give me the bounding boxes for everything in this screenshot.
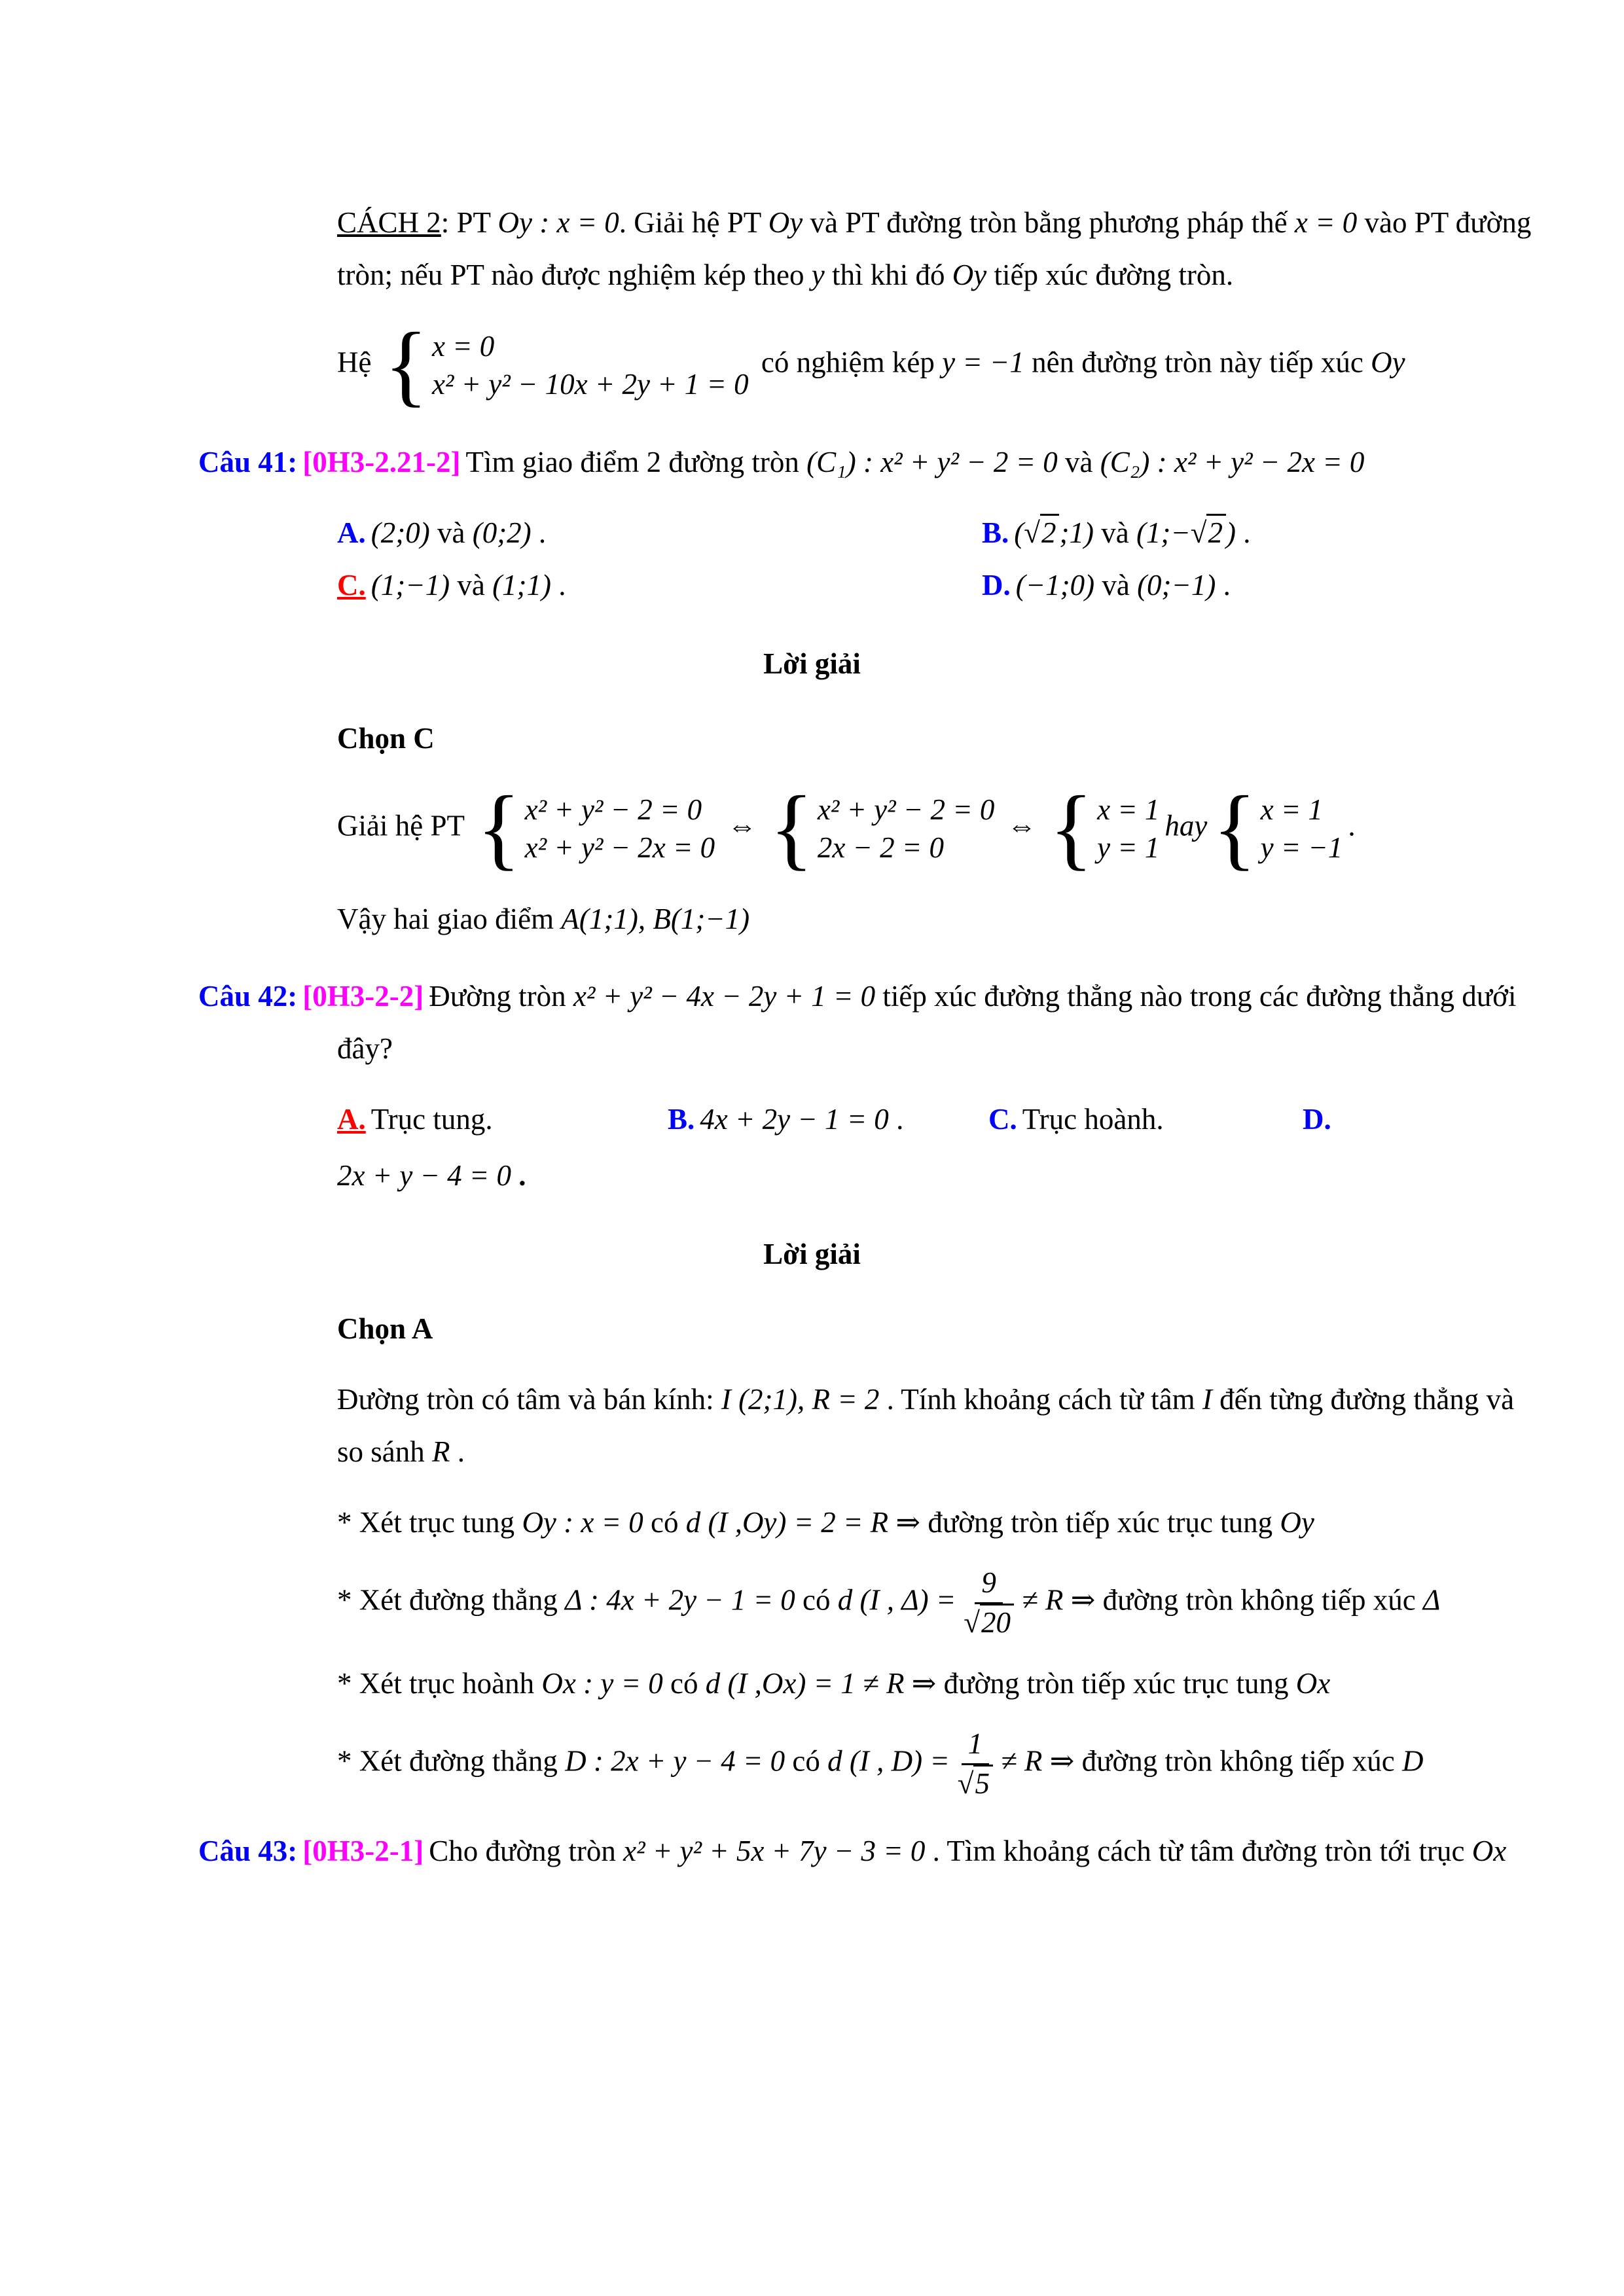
text-run: thì khi đó <box>824 259 952 291</box>
math-run: 9 <box>981 1566 996 1599</box>
math-run: d (I ,Oy) = 2 = R ⇒ <box>685 1506 921 1539</box>
answer-options-cau-41 <box>0 507 1624 611</box>
math-run: x² + y² − 4x − 2y + 1 = 0 <box>573 980 876 1013</box>
fraction-numerator <box>975 1567 1003 1604</box>
chon-c: Chọn C <box>337 722 435 755</box>
equation-row: x² + y² − 10x + 2y + 1 = 0 <box>431 368 749 401</box>
equation-system <box>477 778 715 879</box>
math-run: Oy <box>768 206 803 239</box>
equation-row: x² + y² − 2 = 0 <box>817 793 995 826</box>
answer-letter: C. <box>337 569 366 601</box>
chon-a <box>0 1302 1624 1355</box>
equation-row: x = 1 <box>1260 793 1323 826</box>
radicand: 20 <box>980 1604 1014 1639</box>
question-id-tag: [0H3-2-1] <box>302 1835 424 1867</box>
text-run: và <box>429 516 473 549</box>
answer-row <box>337 507 1532 559</box>
answer-option <box>1303 1093 1532 1145</box>
text-run: đường tròn không tiếp xúc <box>1074 1744 1402 1778</box>
text-run: Giải hệ PT <box>337 809 472 842</box>
math-run: ≠ R ⇒ <box>1021 1583 1096 1617</box>
math-run: Δ : 4x + 2y − 1 = 0 <box>565 1583 795 1617</box>
text-run: . <box>1235 516 1251 549</box>
math-run: (C₁) : x² + y² − 2 = 0 <box>806 446 1058 478</box>
answer-option <box>337 1093 668 1145</box>
math-run: d (I ,Ox) = 1 ≠ R ⇒ <box>705 1667 937 1700</box>
math-run: I (2;1), R = 2 <box>721 1383 880 1416</box>
fraction <box>964 1567 1014 1639</box>
math-run: Δ <box>1422 1583 1441 1617</box>
text-run: Đường tròn <box>429 980 573 1013</box>
chon-a: Chọn A <box>337 1312 433 1345</box>
text-run: và <box>1093 516 1136 549</box>
bullet-line-d <box>0 1728 1624 1800</box>
solution-intro-cau-42 <box>0 1373 1624 1478</box>
text-run: có <box>795 1583 838 1617</box>
radical-icon: √ <box>964 1605 980 1639</box>
math-run: d (I , D) = <box>827 1744 950 1778</box>
math-run: Oy : x = 0 <box>522 1506 643 1539</box>
text-run: . <box>1216 569 1231 601</box>
math-run: I <box>1202 1383 1212 1416</box>
answer-option <box>982 559 1532 611</box>
answer-options-cau-42 <box>0 1093 1624 1202</box>
cach2-paragraph <box>0 196 1624 301</box>
text-run: vào PT đường tròn; nếu PT nào được nghiệm kép theo <box>337 206 1532 291</box>
answer-letter: D. <box>1303 1103 1331 1136</box>
equation-row: 2x − 2 = 0 <box>817 831 945 864</box>
text-run: tiếp xúc đường tròn. <box>986 259 1234 291</box>
answer-d-continuation <box>337 1149 1532 1202</box>
math-run: Oy : x = 0 <box>497 206 619 239</box>
fraction-numerator <box>962 1728 990 1765</box>
sqrt-expression <box>1191 514 1226 549</box>
text-run: . Giải hệ PT <box>619 206 768 239</box>
sqrt-expression <box>958 1765 993 1800</box>
equation-row: x = 0 <box>431 330 495 363</box>
text-run: đường tròn không tiếp xúc <box>1095 1583 1423 1617</box>
question-label: Câu 42: <box>198 980 298 1013</box>
math-run: 2x + y − 4 = 0 <box>337 1159 512 1192</box>
math-run: 1 <box>967 1727 983 1760</box>
text-run: có <box>785 1744 828 1778</box>
solution-systems-cau-41 <box>0 778 1624 879</box>
math-run: ≠ R ⇒ <box>1000 1744 1075 1778</box>
text-run: nên đường tròn này tiếp xúc <box>1024 346 1371 379</box>
text-run: . <box>551 569 566 601</box>
text-run: và <box>1094 569 1138 601</box>
text-run: Vậy hai giao điểm <box>337 903 562 935</box>
equation-row: x² + y² − 2x = 0 <box>524 831 715 864</box>
answer-letter: B. <box>982 516 1009 549</box>
text-run: có <box>643 1506 686 1539</box>
equation-rows <box>1097 791 1159 867</box>
math-run: x² + y² + 5x + 7y − 3 = 0 <box>623 1835 926 1867</box>
equation-rows <box>1261 791 1343 867</box>
equation-row: y = −1 <box>1260 831 1343 864</box>
math-run: Ox <box>1471 1835 1507 1867</box>
radicand: 5 <box>973 1765 993 1800</box>
radical-icon: √ <box>1190 516 1207 549</box>
question-label: Câu 41: <box>198 446 298 478</box>
answer-option <box>988 1093 1303 1145</box>
math-run: Ox <box>1295 1667 1331 1700</box>
text-run: Tìm giao điểm 2 đường tròn <box>465 446 807 478</box>
bullet-truc-tung <box>0 1496 1624 1549</box>
underlined-text: CÁCH 2 <box>337 206 441 239</box>
math-run: A(1;1), B(1;−1) <box>561 903 750 935</box>
answer-row <box>337 559 1532 611</box>
math-run: Oy <box>1371 346 1405 379</box>
math-run: (1;1) <box>492 569 552 601</box>
text-run: đường tròn tiếp xúc trục tung <box>936 1667 1296 1700</box>
math-run: ;1) <box>1059 516 1094 549</box>
text-run: Trục hoành. <box>1022 1103 1164 1136</box>
text-run: * Xét đường thẳng <box>337 1744 566 1778</box>
text-run: . <box>1348 809 1356 842</box>
sqrt-expression <box>964 1604 1014 1639</box>
question-label: Câu 43: <box>198 1835 298 1867</box>
math-run: (C₂) : x² + y² − 2x = 0 <box>1100 446 1365 478</box>
math-run: R <box>432 1435 450 1468</box>
text-run: . Tính khoảng cách từ tâm <box>879 1383 1202 1416</box>
text-run: Hệ <box>337 346 379 379</box>
left-brace-icon: { <box>384 314 428 416</box>
left-brace-icon: { <box>477 778 521 879</box>
text-run: đường tròn tiếp xúc trục tung <box>920 1506 1280 1539</box>
fraction-denominator <box>964 1604 1014 1640</box>
math-run: Oy <box>1280 1506 1314 1539</box>
sqrt-expression <box>1024 514 1059 549</box>
text-run: * Xét trục hoành <box>337 1667 542 1700</box>
text-run: * Xét trục tung <box>337 1506 522 1539</box>
text-run: và <box>450 569 493 601</box>
chon-c <box>0 712 1624 764</box>
math-run: 4x + 2y − 1 = 0 <box>700 1103 889 1136</box>
math-run: y <box>811 259 825 291</box>
equation-system <box>1212 778 1343 879</box>
math-run: hay <box>1164 809 1208 842</box>
fraction <box>958 1728 993 1800</box>
he-system-paragraph <box>0 314 1624 416</box>
answer-option <box>337 507 982 559</box>
text-run: ⇔ <box>720 809 765 842</box>
left-brace-icon: { <box>1212 778 1257 879</box>
math-run: d (I , Δ) = <box>837 1583 956 1617</box>
conclusion-cau-41 <box>0 893 1624 945</box>
radical-icon: √ <box>1024 516 1040 549</box>
answer-option <box>668 1093 988 1145</box>
loi-giai-heading-1: Lời giải <box>763 647 861 680</box>
text-run: * Xét đường thẳng <box>337 1583 566 1617</box>
math-run: (1;− <box>1136 516 1191 549</box>
math-run: (2;0) <box>370 516 430 549</box>
equation-rows <box>818 791 995 867</box>
math-run: ( <box>1014 516 1024 549</box>
radicand: 2 <box>1040 514 1060 549</box>
text-run: có <box>662 1667 706 1700</box>
answer-letter: C. <box>988 1103 1017 1136</box>
answer-letter: A. <box>337 516 366 549</box>
loi-giai-heading-1 <box>0 637 1624 690</box>
text-run: và PT đường tròn bằng phương pháp thế <box>803 206 1295 239</box>
answer-letter: D. <box>982 569 1011 601</box>
math-run: D <box>1401 1744 1424 1778</box>
text-run: Trục tung. <box>370 1103 493 1136</box>
question-cau-43 <box>0 1825 1624 1877</box>
radicand: 2 <box>1206 514 1226 549</box>
radical-icon: √ <box>957 1767 974 1800</box>
text-run: tiếp xúc đường thẳng nào trong các đường thẳng dưới đây? <box>337 980 1517 1065</box>
text-run: đến từng đường thẳng và so sánh <box>337 1383 1515 1468</box>
loi-giai-heading-2 <box>0 1228 1624 1280</box>
left-brace-icon: { <box>1049 778 1094 879</box>
text-run: . <box>450 1435 465 1468</box>
left-brace-icon: { <box>769 778 814 879</box>
math-run: (1;−1) <box>370 569 450 601</box>
question-id-tag: [0H3-2-2] <box>302 980 424 1013</box>
text-run: và <box>1057 446 1100 478</box>
fraction-denominator <box>958 1765 993 1801</box>
bullet-delta <box>0 1567 1624 1639</box>
equation-system <box>769 778 995 879</box>
math-run: (0;−1) <box>1137 569 1216 601</box>
text-run: ⇔ <box>1000 809 1044 842</box>
equation-row: x = 1 <box>1097 793 1160 826</box>
answer-letter: B. <box>668 1103 695 1136</box>
answer-option <box>982 507 1532 559</box>
equation-system <box>384 314 749 416</box>
question-cau-41 <box>0 436 1624 488</box>
text-run: . Tìm khoảng cách từ tâm đường tròn tới trục <box>925 1835 1472 1867</box>
text-run: . <box>888 1103 904 1136</box>
math-run: Ox : y = 0 <box>541 1667 663 1700</box>
math-run: Oy <box>952 259 987 291</box>
text-run: Cho đường tròn <box>429 1835 624 1867</box>
equation-system <box>1049 778 1160 879</box>
equation-row: y = 1 <box>1097 831 1160 864</box>
text-run: : PT <box>441 206 498 239</box>
equation-rows <box>432 327 749 403</box>
equation-row: x² + y² − 2 = 0 <box>524 793 702 826</box>
question-cau-42 <box>0 970 1624 1075</box>
equation-rows <box>525 791 715 867</box>
loi-giai-heading-2: Lời giải <box>763 1238 861 1270</box>
math-run: ) <box>1225 516 1236 549</box>
math-run: x = 0 <box>1294 206 1358 239</box>
math-run: y = −1 <box>942 346 1024 379</box>
answer-letter: A. <box>337 1103 366 1136</box>
bold-text: . <box>511 1159 526 1192</box>
text-run: Đường tròn có tâm và bán kính: <box>337 1383 721 1416</box>
answer-option <box>337 559 982 611</box>
text-run: . <box>531 516 547 549</box>
text-run: có nghiệm kép <box>753 346 943 379</box>
answer-row <box>337 1093 1532 1145</box>
bullet-truc-hoanh <box>0 1657 1624 1710</box>
math-run: (−1;0) <box>1015 569 1095 601</box>
math-run: D : 2x + y − 4 = 0 <box>565 1744 785 1778</box>
question-id-tag: [0H3-2.21-2] <box>302 446 461 478</box>
math-run: (0;2) <box>472 516 532 549</box>
